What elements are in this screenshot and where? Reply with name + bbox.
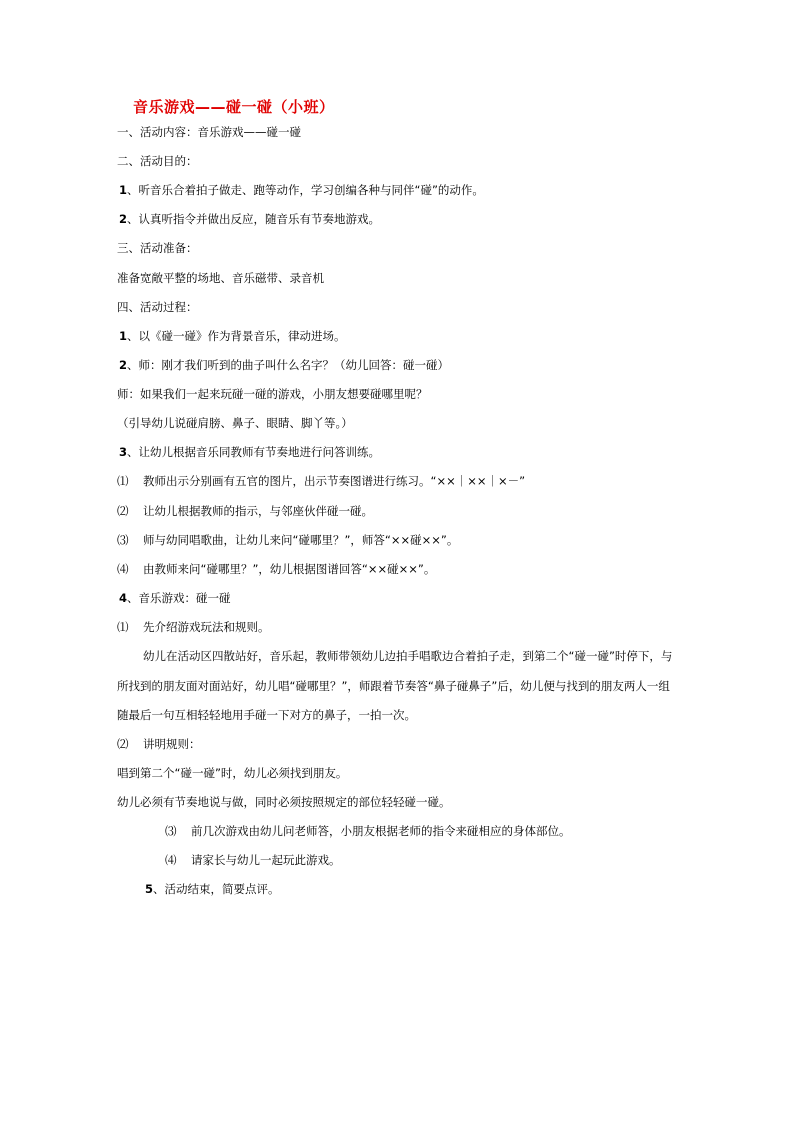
process-step-2	[119, 357, 449, 373]
step-3-sub-3-text: 师与幼同唱歌曲，让幼儿来问“碰哪里？”，师答“××碰××”。	[143, 533, 459, 547]
step-3-sub-3	[117, 532, 458, 548]
goal-item-1	[119, 182, 484, 198]
step-3-sub-1-text: 教师出示分别画有五官的图片，出示节奏图谱进行练习。“××｜××｜×－”	[143, 474, 526, 488]
rule-2: 幼儿必须有节奏地说与做，同时必须按照规定的部位轻轻碰一碰。	[117, 795, 451, 809]
step-4-number: 4	[119, 591, 128, 605]
step-3-number: 3	[119, 445, 128, 459]
sub-marker-3: ⑶	[117, 533, 129, 547]
step-2-text: 、师：刚才我们听到的曲子叫什么名字？（幼儿回答：碰一碰）	[127, 358, 450, 372]
step-2-number: 2	[119, 358, 128, 372]
sub-marker-1: ⑴	[117, 474, 129, 488]
sub-marker-8: ⑷	[165, 853, 177, 867]
step-3-sub-4-text: 由教师来问“碰哪里？”，幼儿根据图谱回答“××碰××”。	[143, 562, 436, 576]
sub-marker-2: ⑵	[117, 504, 129, 518]
step-4-sub-3	[165, 823, 571, 839]
page-title: 音乐游戏——碰一碰（小班）	[133, 98, 335, 116]
step-1-text: 、以《碰一碰》作为背景音乐，律动进场。	[127, 329, 346, 343]
step-2-question: 师：如果我们一起来玩碰一碰的游戏，小朋友想要碰哪里呢？	[117, 387, 428, 401]
section-activity-preparation: 三、活动准备：	[117, 241, 198, 255]
step-4-text: 、音乐游戏：碰一碰	[127, 591, 231, 605]
step-3-sub-4	[117, 561, 435, 577]
step-3-sub-1	[117, 473, 525, 489]
process-step-3	[119, 444, 380, 460]
preparation-text: 准备宽敞平整的场地、音乐磁带、录音机	[117, 271, 324, 285]
section-activity-content: 一、活动内容：音乐游戏——碰一碰	[117, 125, 301, 139]
goal-2-number: 2	[119, 212, 128, 226]
step-4-sub-1	[117, 619, 270, 635]
game-description-paragraph: 幼儿在活动区四散站好，音乐起，教师带领幼儿边拍手唱歌边合着拍子走，到第二个“碰一碰”时停下，与所找到的朋友面对面站好，幼儿唱“碰哪里？”，师跟着节奏答“鼻子碰鼻子”后，幼儿便与找到的朋友两人一组随最后一句互相轻轻地用手碰一下对方的鼻子，一拍一次。	[117, 649, 673, 722]
rule-1: 唱到第二个“碰一碰”时，幼儿必须找到朋友。	[117, 766, 348, 780]
step-5-number: 5	[145, 882, 154, 896]
step-4-sub-1-text: 先介绍游戏玩法和规则。	[143, 620, 270, 634]
goal-1-number: 1	[119, 183, 128, 197]
step-5-text: 、活动结束，简要点评。	[153, 882, 280, 896]
sub-marker-7: ⑶	[165, 824, 177, 838]
section-activity-goals: 二、活动目的：	[117, 154, 198, 168]
sub-marker-5: ⑴	[117, 620, 129, 634]
process-step-1	[119, 328, 346, 344]
step-4-sub-4-text: 请家长与幼儿一起玩此游戏。	[191, 853, 341, 867]
goal-item-2	[119, 211, 380, 227]
step-4-sub-3-text: 前几次游戏由幼儿问老师答，小朋友根据老师的指令来碰相应的身体部位。	[191, 824, 571, 838]
goal-1-text: 、听音乐合着拍子做走、跑等动作，学习创编各种与同伴“碰”的动作。	[127, 183, 484, 197]
goal-2-text: 、认真听指令并做出反应，随音乐有节奏地游戏。	[127, 212, 381, 226]
sub-marker-4: ⑷	[117, 562, 129, 576]
sub-marker-6: ⑵	[117, 737, 129, 751]
section-activity-process: 四、活动过程：	[117, 300, 198, 314]
step-3-sub-2-text: 让幼儿根据教师的指示，与邻座伙伴碰一碰。	[143, 504, 373, 518]
process-step-5	[145, 881, 280, 897]
step-4-sub-2	[117, 736, 201, 752]
step-4-sub-2-text: 讲明规则：	[143, 737, 201, 751]
step-1-number: 1	[119, 329, 128, 343]
process-step-4	[119, 590, 231, 606]
step-2-guidance: （引导幼儿说碰肩膀、鼻子、眼睛、脚丫等。）	[117, 416, 353, 430]
step-4-sub-4	[165, 852, 341, 868]
step-3-text: 、让幼儿根据音乐同教师有节奏地进行问答训练。	[127, 445, 381, 459]
step-3-sub-2	[117, 503, 373, 519]
